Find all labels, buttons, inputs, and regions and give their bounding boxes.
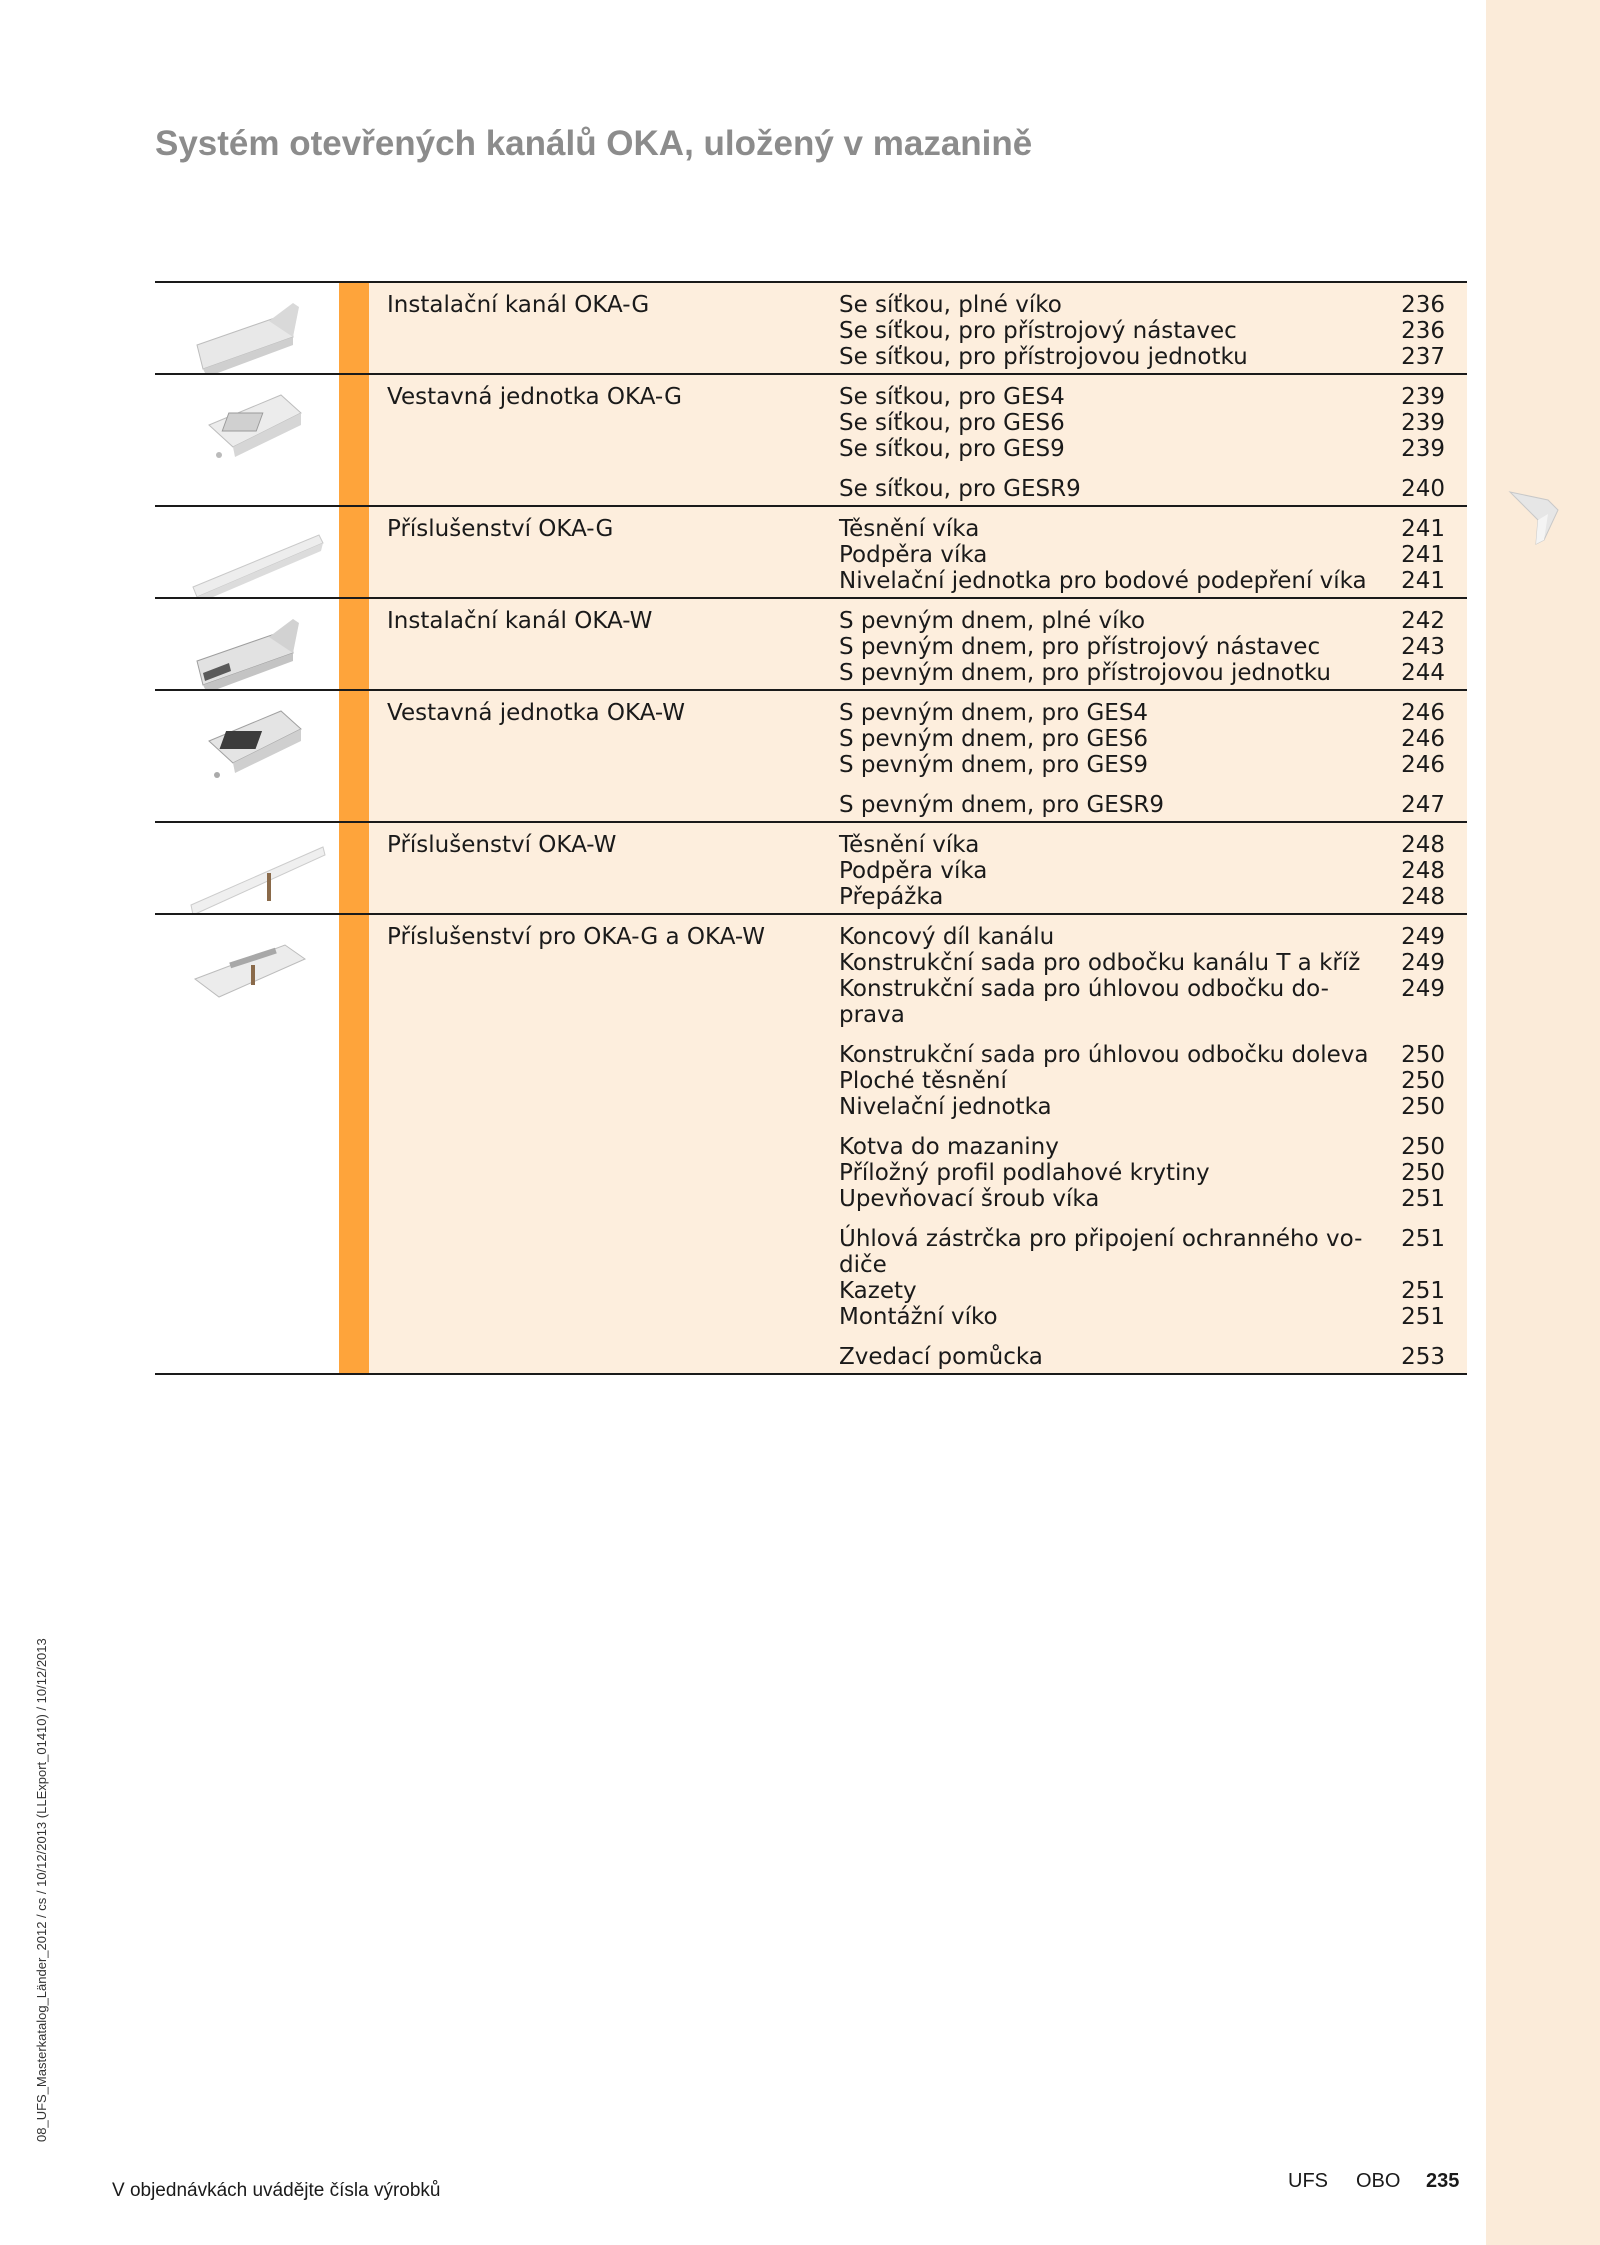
item-page-ref[interactable]: 236: [1401, 318, 1445, 344]
item-label: Kotva do mazaniny: [839, 1134, 1059, 1160]
item-page-ref[interactable]: 246: [1401, 700, 1445, 726]
catalog-item: [839, 752, 1467, 778]
section-body: [369, 283, 1467, 373]
item-group: [839, 516, 1467, 594]
section-items: [839, 832, 1467, 913]
catalog-table: [155, 281, 1467, 1375]
item-label: Ploché těsnění: [839, 1068, 1007, 1094]
catalog-item: [839, 436, 1467, 462]
section-body: [369, 691, 1467, 821]
catalog-item: [839, 1186, 1467, 1212]
section-name: Příslušenství OKA-G: [387, 516, 614, 542]
section-body: [369, 599, 1467, 689]
item-page-ref[interactable]: 244: [1401, 660, 1445, 686]
item-label: Podpěra víka: [839, 542, 988, 568]
item-group: [839, 476, 1467, 502]
vertical-meta: 08_UFS_Masterkatalog_Länder_2012 / cs / 10/12/2013 (LLExport_01410) / 10/12/2013: [34, 1638, 49, 2142]
catalog-item: [839, 1042, 1467, 1068]
item-page-ref[interactable]: 241: [1401, 542, 1445, 568]
accent-stripe: [339, 823, 369, 913]
accent-stripe: [339, 283, 369, 373]
item-page-ref[interactable]: 237: [1401, 344, 1445, 370]
product-thumbnail: [155, 375, 339, 505]
catalog-item: [839, 634, 1467, 660]
item-label: Se síťkou, pro GESR9: [839, 476, 1081, 502]
section-items: [839, 384, 1467, 505]
item-group: [839, 384, 1467, 462]
catalog-item: [839, 884, 1467, 910]
item-label: Se síťkou, pro GES6: [839, 410, 1065, 436]
item-page-ref[interactable]: 241: [1401, 516, 1445, 542]
catalog-item: [839, 1278, 1467, 1304]
item-page-ref[interactable]: 250: [1401, 1042, 1445, 1068]
catalog-section: [155, 689, 1467, 821]
catalog-item: [839, 344, 1467, 370]
section-items: [839, 292, 1467, 373]
item-label: Se síťkou, pro přístrojovou jednotku: [839, 344, 1248, 370]
item-page-ref[interactable]: 248: [1401, 832, 1445, 858]
item-page-ref[interactable]: 250: [1401, 1134, 1445, 1160]
footer-obo: OBO: [1356, 2170, 1401, 2192]
catalog-section: [155, 505, 1467, 597]
section-items: [839, 700, 1467, 821]
item-label: Úhlová zástrčka pro připojení ochranného vo- diče: [839, 1226, 1363, 1278]
section-name: Instalační kanál OKA-W: [387, 608, 653, 634]
item-label: S pevným dnem, pro GES9: [839, 752, 1149, 778]
item-label: Konstrukční sada pro odbočku kanálu T a kříž: [839, 950, 1361, 976]
item-page-ref[interactable]: 251: [1401, 1304, 1445, 1330]
item-page-ref[interactable]: 236: [1401, 292, 1445, 318]
item-group: [839, 832, 1467, 910]
item-page-ref[interactable]: 243: [1401, 634, 1445, 660]
product-thumbnail: [155, 507, 339, 597]
catalog-item: [839, 1304, 1467, 1330]
footer-ufs: UFS: [1288, 2170, 1328, 2192]
footer-note: V objednávkách uvádějte čísla výrobků: [112, 2180, 441, 2201]
section-items: [839, 516, 1467, 597]
section-items: [839, 924, 1467, 1373]
accent-stripe: [339, 915, 369, 1373]
section-name: Příslušenství OKA-W: [387, 832, 617, 858]
item-page-ref[interactable]: 251: [1401, 1278, 1445, 1304]
catalog-item: [839, 832, 1467, 858]
item-group: [839, 1344, 1467, 1370]
catalog-item: [839, 976, 1467, 1028]
item-page-ref[interactable]: 247: [1401, 792, 1445, 818]
item-page-ref[interactable]: 239: [1401, 384, 1445, 410]
item-page-ref[interactable]: 249: [1401, 924, 1445, 950]
catalog-section: [155, 373, 1467, 505]
catalog-item: [839, 660, 1467, 686]
item-label: S pevným dnem, pro GES4: [839, 700, 1149, 726]
catalog-section: [155, 281, 1467, 373]
catalog-section: [155, 913, 1467, 1373]
item-page-ref[interactable]: 240: [1401, 476, 1445, 502]
catalog-item: [839, 384, 1467, 410]
catalog-item: [839, 318, 1467, 344]
item-page-ref[interactable]: 253: [1401, 1344, 1445, 1370]
item-label: S pevným dnem, pro přístrojový nástavec: [839, 634, 1321, 660]
product-thumbnail: [155, 283, 339, 373]
section-body: [369, 915, 1467, 1373]
item-group: [839, 608, 1467, 686]
item-group: [839, 1134, 1467, 1212]
page-number: 235: [1426, 2170, 1460, 2192]
item-page-ref[interactable]: 250: [1401, 1160, 1445, 1186]
footer-brand: [1288, 2170, 1459, 2193]
product-thumbnail: [155, 599, 339, 689]
item-group: [839, 1042, 1467, 1120]
item-group: [839, 700, 1467, 778]
catalog-item: [839, 410, 1467, 436]
catalog-item: [839, 858, 1467, 884]
catalog-item: [839, 542, 1467, 568]
page-title: Systém otevřených kanálů OKA, uložený v mazanině: [155, 124, 1033, 163]
catalog-item: [839, 1344, 1467, 1370]
item-group: [839, 924, 1467, 1028]
section-body: [369, 375, 1467, 505]
item-label: Nivelační jednotka pro bodové podepření víka: [839, 568, 1367, 594]
product-thumbnail: [155, 915, 339, 1373]
item-label: Podpěra víka: [839, 858, 988, 884]
item-label: Těsnění víka: [839, 832, 980, 858]
catalog-item: [839, 1094, 1467, 1120]
section-name: Instalační kanál OKA-G: [387, 292, 650, 318]
catalog-item: [839, 516, 1467, 542]
item-page-ref[interactable]: 246: [1401, 752, 1445, 778]
section-tab-icon: [1508, 490, 1560, 546]
section-body: [369, 507, 1467, 597]
catalog-item: [839, 924, 1467, 950]
item-label: Přepážka: [839, 884, 944, 910]
end-piece-icon: [189, 925, 329, 1025]
section-name: Vestavná jednotka OKA-W: [387, 700, 686, 726]
item-label: Upevňovací šroub víka: [839, 1186, 1100, 1212]
catalog-item: [839, 1134, 1467, 1160]
catalog-item: [839, 726, 1467, 752]
item-page-ref[interactable]: 239: [1401, 436, 1445, 462]
item-group: [839, 292, 1467, 370]
section-items: [839, 608, 1467, 689]
item-label: S pevným dnem, plné víko: [839, 608, 1146, 634]
item-page-ref[interactable]: 250: [1401, 1068, 1445, 1094]
product-thumbnail: [155, 823, 339, 913]
item-page-ref[interactable]: 250: [1401, 1094, 1445, 1120]
catalog-section: [155, 821, 1467, 913]
catalog-item: [839, 476, 1467, 502]
accent-stripe: [339, 507, 369, 597]
item-label: Se síťkou, pro GES9: [839, 436, 1065, 462]
item-label: Koncový díl kanálu: [839, 924, 1055, 950]
item-label: Příložný profil podlahové krytiny: [839, 1160, 1210, 1186]
item-page-ref[interactable]: 249: [1401, 976, 1445, 1002]
product-thumbnail: [155, 691, 339, 821]
item-label: Konstrukční sada pro úhlovou odbočku do- prava: [839, 976, 1329, 1028]
item-page-ref[interactable]: 251: [1401, 1226, 1445, 1252]
catalog-item: [839, 1226, 1467, 1278]
item-page-ref[interactable]: 248: [1401, 858, 1445, 884]
side-band: [1486, 0, 1600, 2245]
item-label: S pevným dnem, pro GES6: [839, 726, 1149, 752]
catalog-item: [839, 1160, 1467, 1186]
item-page-ref[interactable]: 249: [1401, 950, 1445, 976]
built-in-unit-solid-icon: [189, 701, 329, 801]
item-page-ref[interactable]: 242: [1401, 608, 1445, 634]
item-page-ref[interactable]: 239: [1401, 410, 1445, 436]
item-label: Montážní víko: [839, 1304, 998, 1330]
item-label: Nivelační jednotka: [839, 1094, 1052, 1120]
item-label: S pevným dnem, pro GESR9: [839, 792, 1165, 818]
item-label: Se síťkou, pro přístrojový nástavec: [839, 318, 1237, 344]
catalog-section: [155, 597, 1467, 689]
catalog-item: [839, 1068, 1467, 1094]
item-label: Konstrukční sada pro úhlovou odbočku doleva: [839, 1042, 1369, 1068]
catalog-item: [839, 608, 1467, 634]
item-label: Se síťkou, pro GES4: [839, 384, 1065, 410]
item-group: [839, 1226, 1467, 1330]
accent-stripe: [339, 599, 369, 689]
catalog-item: [839, 700, 1467, 726]
item-label: Zvedací pomůcka: [839, 1344, 1043, 1370]
accent-stripe: [339, 375, 369, 505]
item-page-ref[interactable]: 251: [1401, 1186, 1445, 1212]
accent-stripe: [339, 691, 369, 821]
section-name: Příslušenství pro OKA-G a OKA-W: [387, 924, 766, 950]
item-label: Se síťkou, plné víko: [839, 292, 1062, 318]
section-body: [369, 823, 1467, 913]
catalog-item: [839, 950, 1467, 976]
catalog-item: [839, 292, 1467, 318]
item-page-ref[interactable]: 248: [1401, 884, 1445, 910]
section-name: Vestavná jednotka OKA-G: [387, 384, 682, 410]
item-label: Těsnění víka: [839, 516, 980, 542]
built-in-unit-grid-icon: [189, 385, 329, 485]
item-label: Kazety: [839, 1278, 917, 1304]
item-page-ref[interactable]: 241: [1401, 568, 1445, 594]
item-group: [839, 792, 1467, 818]
item-label: S pevným dnem, pro přístrojovou jednotku: [839, 660, 1331, 686]
catalog-item: [839, 568, 1467, 594]
catalog-item: [839, 792, 1467, 818]
item-page-ref[interactable]: 246: [1401, 726, 1445, 752]
